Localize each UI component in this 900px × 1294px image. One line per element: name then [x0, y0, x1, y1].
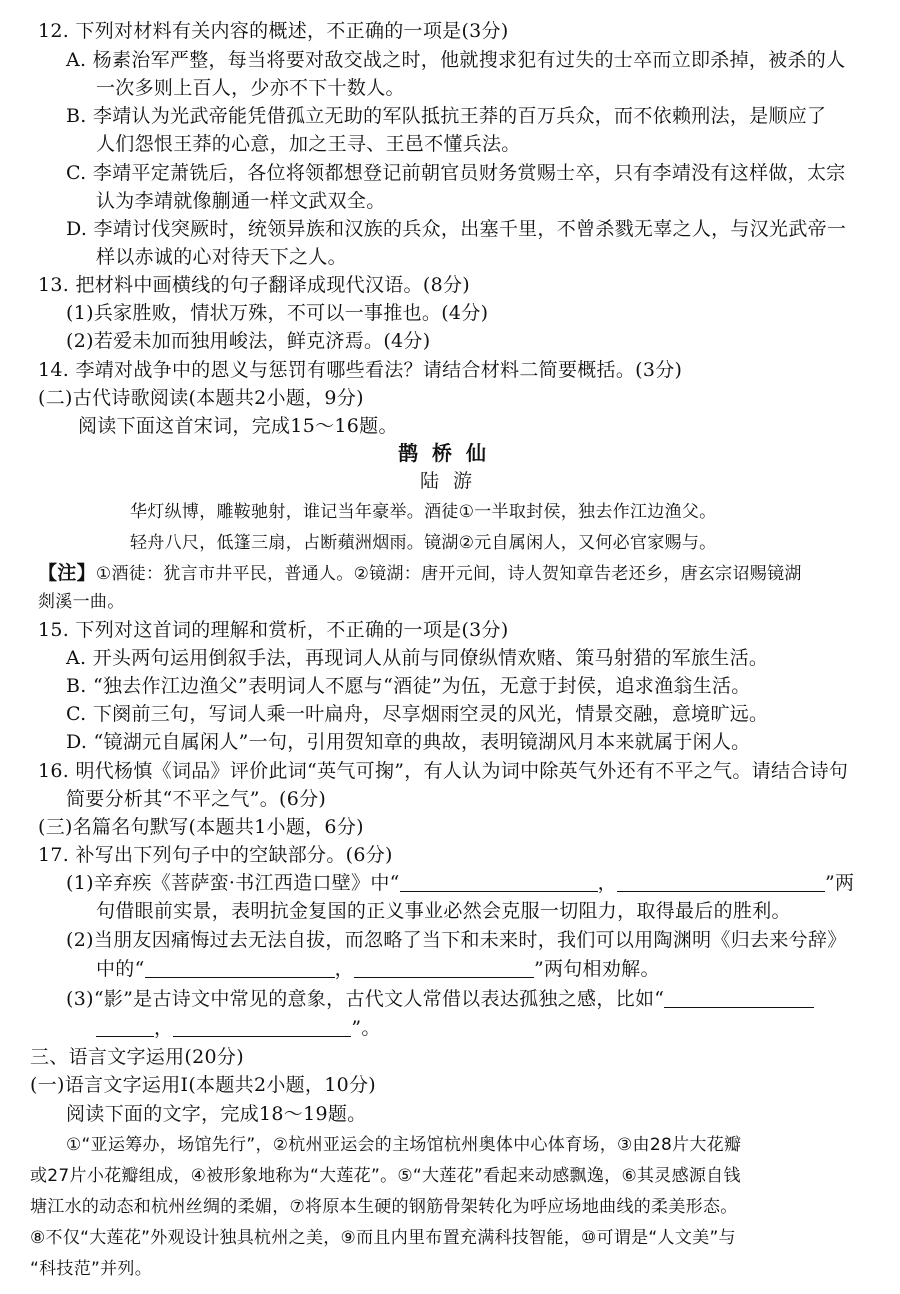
q16-line2: 简要分析其“不平之气”。(6分): [66, 788, 327, 810]
q14-stem: 14. 李靖对战争中的恩义与惩罚有哪些看法？请结合材料二简要概括。(3分): [38, 359, 683, 381]
part-3-subsection: (一)语言文字运用Ⅰ(本题共2小题，10分): [30, 1074, 377, 1096]
q17-blank-5a[interactable]: [664, 989, 814, 1008]
q17-blank-4[interactable]: [354, 959, 534, 978]
q17-stem: 17. 补写出下列句子中的空缺部分。(6分): [38, 844, 393, 866]
section-2-intro: 阅读下面这首宋词，完成15～16题。: [78, 415, 398, 437]
q17-item3-suffix: ”。: [351, 1017, 381, 1039]
q17-item3-line2: [96, 1015, 381, 1041]
q17-item2-line1: (2)当朋友因痛悔过去无法自拔，而忽略了当下和未来时，我们可以用陶渊明《归去来兮辞》: [66, 929, 847, 951]
q17-blank-2[interactable]: [617, 873, 825, 892]
part-3-title: 三、语言文字运用(20分): [30, 1046, 244, 1068]
q17-blank-1[interactable]: [400, 873, 598, 892]
section-3-title: (三)名篇名句默写(本题共1小题，6分): [38, 816, 364, 838]
q17-item3-prefix: (3)“影”是古诗文中常见的意象，古代文人常借以表达孤独之感，比如“: [66, 988, 665, 1010]
q17-item3-line1: [66, 986, 814, 1012]
q17-item1-separator: ，: [597, 872, 617, 894]
q17-item2-separator: ，: [334, 958, 354, 980]
passage-line-2: 或27片小花瓣组成，④被形象地称为“大莲花”。⑤“大莲花”看起来动感飘逸，⑥其灵感源自钱: [30, 1166, 741, 1186]
q13-sentence-2: (2)若爱未加而独用峻法，鲜克济焉。(4分): [66, 330, 431, 352]
q13-sentence-1: (1)兵家胜败，情状万殊，不可以一事推也。(4分): [66, 302, 489, 324]
note-tag: 【注】: [38, 562, 96, 584]
q17-item2-prefix: 中的“: [96, 958, 145, 980]
q12-option-d-line1: D. 李靖讨伐突厥时，统领异族和汉族的兵众，出塞千里，不曾杀戮无辜之人，与汉光武帝一: [66, 218, 847, 240]
poem-title: 鹊桥仙: [398, 441, 500, 465]
q17-blank-5b[interactable]: [96, 1018, 154, 1037]
q17-item2-line2: [96, 956, 660, 982]
q17-item1-line1: [66, 870, 854, 896]
q12-option-b-line2: 人们怨恨王莽的心意，加之王寻、王邑不懂兵法。: [96, 133, 521, 155]
q17-item1-suffix: ”两: [824, 872, 855, 894]
q13-stem: 13. 把材料中画横线的句子翻译成现代汉语。(8分): [38, 274, 470, 296]
poem-line-1: 华灯纵博，雕鞍驰射，谁记当年豪举。酒徒①一半取封侯，独去作江边渔父。: [130, 502, 717, 522]
poem-author: 陆游: [420, 470, 487, 492]
q12-stem: 12. 下列对材料有关内容的概述，不正确的一项是(3分): [38, 20, 509, 42]
passage-line-3: 塘江水的动态和杭州丝绸的柔媚，⑦将原本生硬的钢筋骨架转化为呼应场地曲线的柔美形态。: [30, 1197, 738, 1217]
poem-line-2: 轻舟八尺，低篷三扇，占断蘋洲烟雨。镜湖②元自属闲人，又何必官家赐与。: [130, 533, 717, 553]
q16-line1: 16. 明代杨慎《词品》评价此词“英气可掬”，有人认为词中除英气外还有不平之气。请结合诗句: [38, 760, 849, 782]
poem-note-line2: 剡溪一曲。: [38, 592, 125, 612]
q17-item2-suffix: ”两句相劝解。: [533, 958, 660, 980]
q15-option-a: A. 开头两句运用倒叙手法，再现词人从前与同僚纵情欢赌、策马射猎的军旅生活。: [66, 647, 769, 669]
q12-option-b-line1: B. 李靖认为光武帝能凭借孤立无助的军队抵抗王莽的百万兵众，而不依赖刑法，是顺应了: [66, 105, 827, 127]
q12-option-c-line1: C. 李靖平定萧铣后，各位将领都想登记前朝官员财务赏赐士卒，只有李靖没有这样做，太宗: [66, 162, 846, 184]
passage-line-1: ①“亚运筹办，场馆先行”，②杭州亚运会的主场馆杭州奥体中心体育场，③由28片大花瓣: [66, 1135, 742, 1155]
q17-item1-prefix: (1)辛弃疾《菩萨蛮·书江西造口壁》中“: [66, 872, 400, 894]
section-2-title: (二)古代诗歌阅读(本题共2小题，9分): [38, 387, 364, 409]
q12-option-c-line2: 认为李靖就像蒯通一样文武双全。: [96, 190, 386, 212]
passage-line-5: “科技范”并列。: [30, 1259, 153, 1279]
q15-option-b: B. “独去作江边渔父”表明词人不愿与“酒徒”为伍，无意于封侯，追求渔翁生活。: [66, 675, 751, 697]
poem-note-line1: [38, 560, 802, 587]
q15-option-c: C. 下阕前三句，写词人乘一叶扁舟，尽享烟雨空灵的风光，情景交融，意境旷远。: [66, 703, 769, 725]
passage-line-4: ⑧不仅“大莲花”外观设计独具杭州之美，⑨而且内里布置充满科技智能，⑩可谓是“人文美”与: [30, 1228, 736, 1248]
q15-option-d: D. “镜湖元自属闲人”一句，引用贺知章的典故，表明镜湖风月本来就属于闲人。: [66, 731, 751, 753]
q17-blank-6[interactable]: [173, 1018, 351, 1037]
q12-option-a-line2: 一次多则上百人，少亦不下十数人。: [96, 77, 405, 99]
q15-stem: 15. 下列对这首词的理解和赏析，不正确的一项是(3分): [38, 619, 509, 641]
q17-item1-line2: 句借眼前实景，表明抗金复国的正义事业必然会克服一切阻力，取得最后的胜利。: [96, 900, 791, 922]
q17-blank-3[interactable]: [145, 959, 335, 978]
part-3-intro: 阅读下面的文字，完成18～19题。: [66, 1103, 367, 1125]
note-text-1: ①酒徒：犹言市井平民，普通人。②镜湖：唐开元间，诗人贺知章告老还乡，唐玄宗诏赐镜湖: [95, 564, 802, 584]
q12-option-d-line2: 样以赤诚的心对待天下之人。: [96, 246, 347, 268]
q12-option-a-line1: A. 杨素治军严整，每当将要对敌交战之时，他就搜求犯有过失的士卒而立即杀掉，被杀的人: [66, 49, 846, 71]
q17-item3-separator: ，: [154, 1017, 174, 1039]
